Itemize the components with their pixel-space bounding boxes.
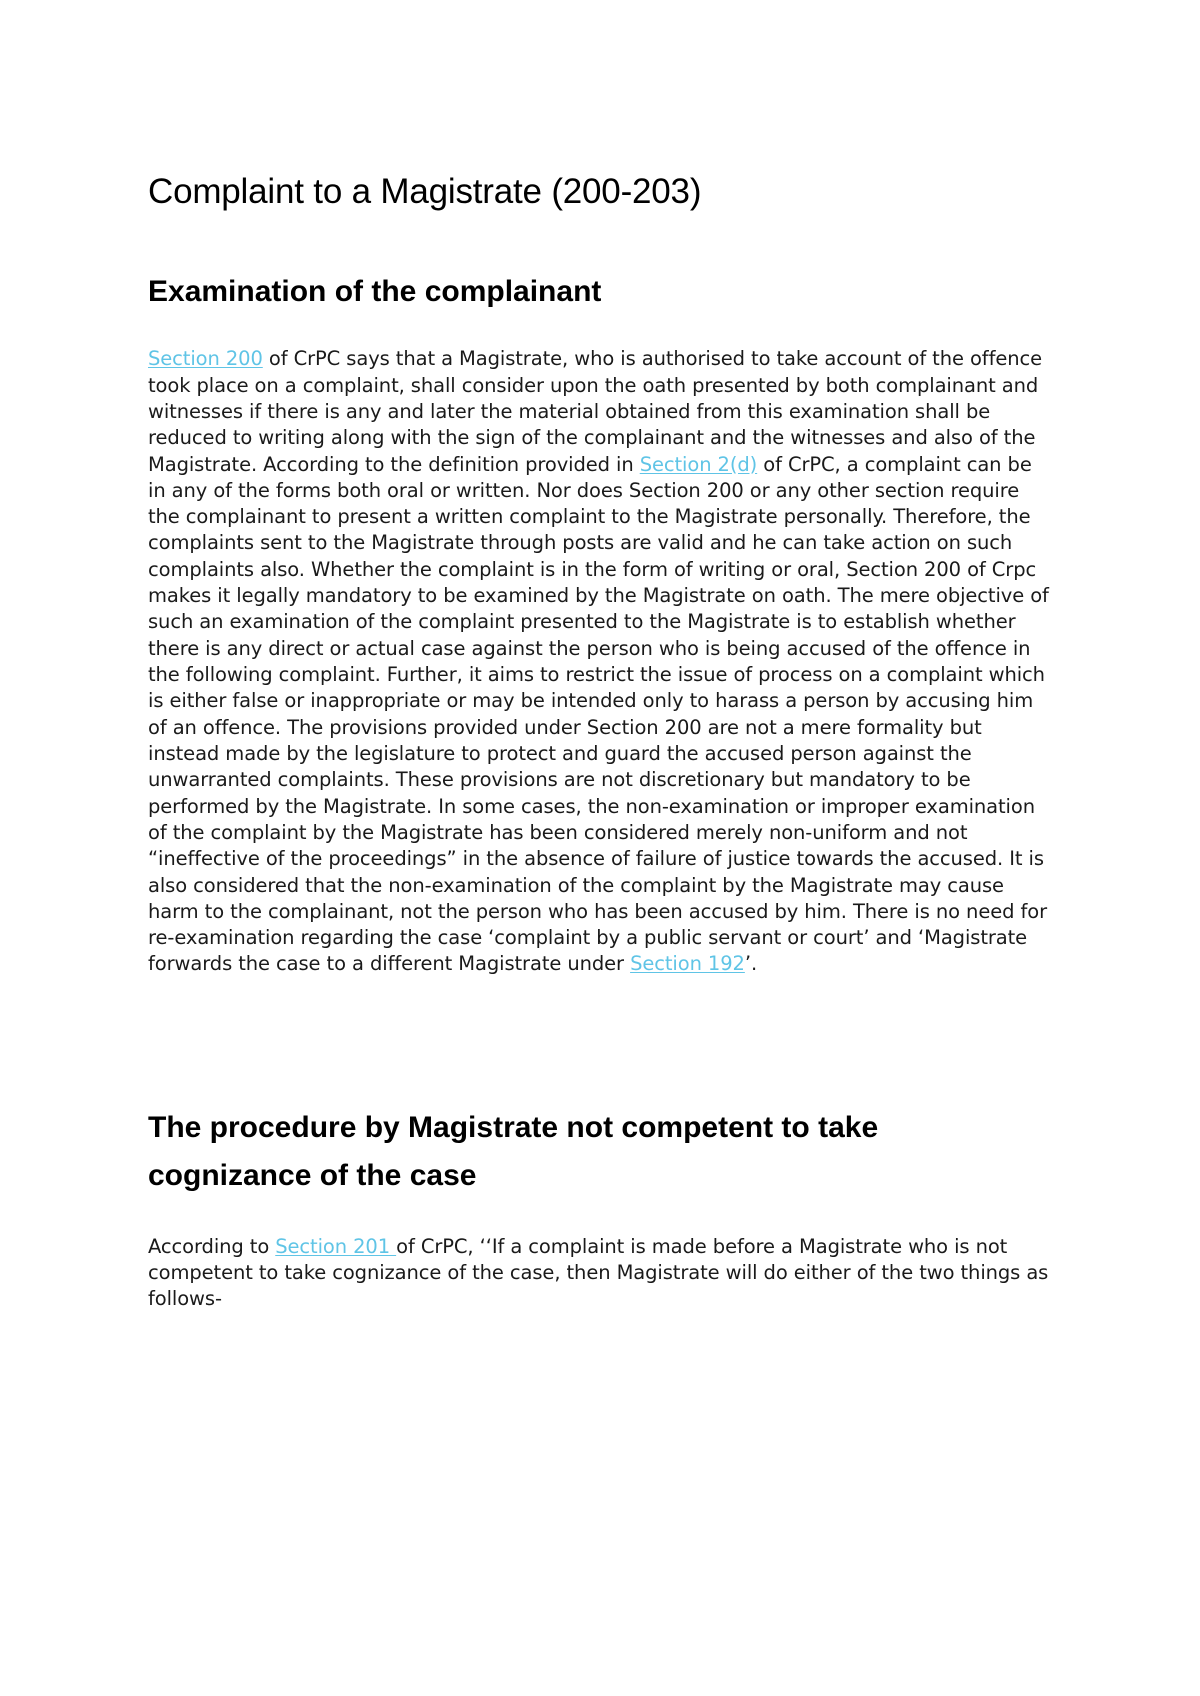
inline-link[interactable]: Section 2(d) [639,452,758,476]
section-heading-examination: Examination of the complainant [148,274,602,308]
inline-link[interactable]: Section 192 [630,952,745,976]
inline-text: ’. [744,952,758,976]
paragraph-examination [148,346,1050,978]
inline-text: According to [148,1234,276,1258]
inline-text: of CrPC, a complaint can be in any of the forms both oral or written. Nor does Section 200 or any other section require the complainant to present a written complaint to the Magistrate personally. Therefore, the complaints sent to the Magistrate through posts are valid and he can take action on such complaints also. Whether the complaint is in the form of writing or oral, Section 200 of Crpc makes it legally mandatory to be examined by the Magistrate on oath. The mere objective of such an examination of the complaint presented to the Magistrate is to establish whether there is any direct or actual case against the person who is being accused of the offence in the following complaint. Further, it aims to restrict the issue of process on a complaint which is either false or inappropriate or may be intended only to harass a person by accusing him of an offence. The provisions provided under Section 200 are not a mere formality but instead made by the legislature to protect and guard the accused person against the unwarranted complaints. These provisions are not discretionary but mandatory to be performed by the Magistrate. In some cases, the non-examination or improper examination of the complaint by the Magistrate has been considered merely non-uniform and not “ineffective of the proceedings” in the absence of failure of justice towards the accused. It is also considered that the non-examination of the complaint by the Magistrate may cause harm to the complainant, not the person who has been accused by him. There is no need for re-examination regarding the case ‘complaint by a public servant or court’ and ‘Magistrate forwards the case to a different Magistrate under [148,452,1049,976]
section-heading-procedure: The procedure by Magistrate not competent to take cognizance of the case [148,1110,879,1192]
inline-link[interactable]: Section 200 [148,347,263,371]
section-spacer [148,998,1050,1038]
inline-link[interactable]: Section 201 [275,1234,397,1258]
page-title: Complaint to a Magistrate (200-203) [148,172,702,211]
paragraph-procedure [148,1234,1050,1313]
inline-text: of CrPC says that a Magistrate, who is authorised to take account of the offence took place on a complaint, shall consider upon the oath presented by both complainant and witnesses if there is any and later the material obtained from this examination shall be reduced to writing along with the sign of the complainant and the witnesses and also of the Magistrate. According to the definition provided in [148,347,1043,476]
inline-text: of CrPC, ‘‘If a complaint is made before a Magistrate who is not competent to take cognizance of the case, then Magistrate will do either of the two things as follows- [148,1234,1049,1311]
